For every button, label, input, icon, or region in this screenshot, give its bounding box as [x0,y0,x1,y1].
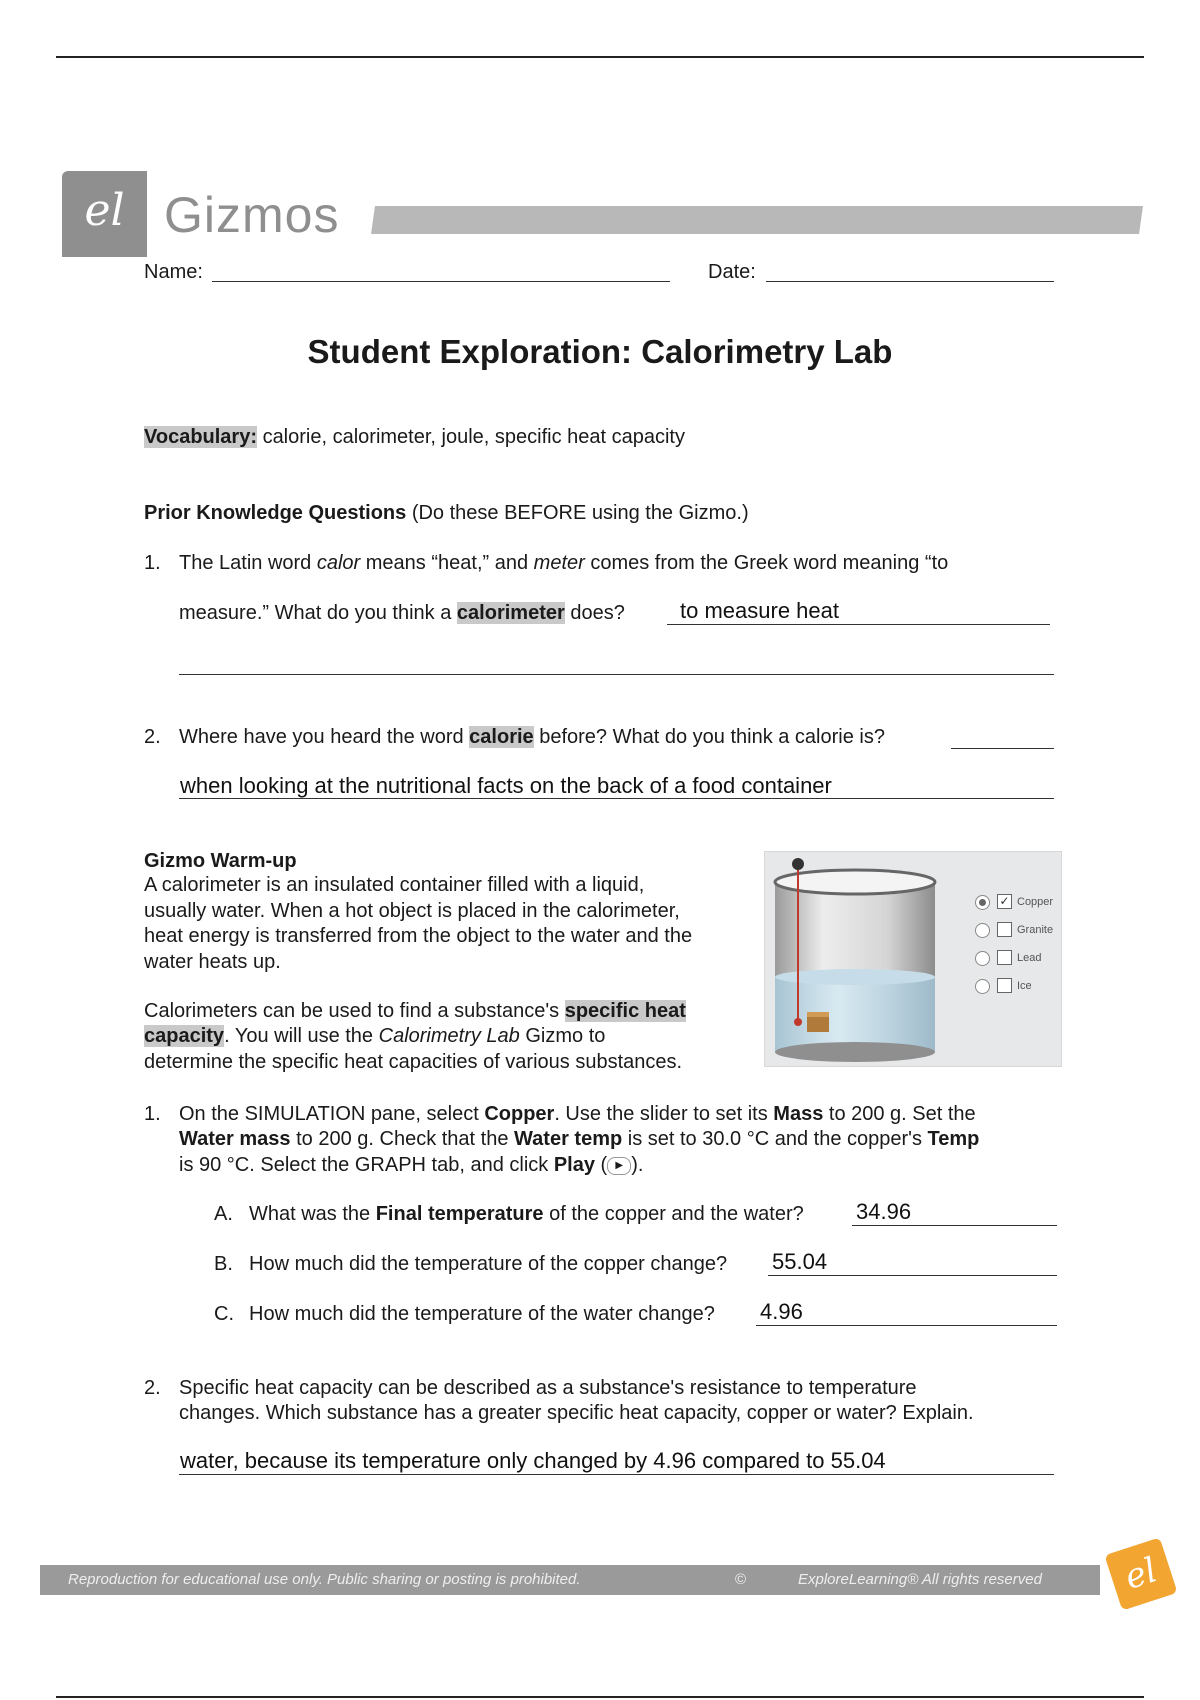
copper-option-label: Copper [1017,896,1054,908]
warmup-p1-line: A calorimeter is an insulated container filled with a liquid, [144,874,645,896]
page-title: Student Exploration: Calorimetry Lab [307,333,893,370]
warmup-q2-answer-line[interactable] [179,1474,1054,1475]
warmup-q1-line2: Water mass to 200 g. Check that the Water temp is set to 30.0 °C and the copper's Temp [179,1128,980,1150]
sub-question-letter: C. [214,1303,234,1325]
warmup-p1-line: usually water. When a hot object is placed in the calorimeter, [144,900,680,922]
warmup-p2-line2: capacity. You will use the Calorimetry Lab Gizmo to [144,1025,606,1047]
date-label: Date: [708,261,756,283]
footer-rights: ExploreLearning® All rights reserved [798,1571,1042,1588]
brand-name: Gizmos [164,187,340,243]
warmup-q1-line3: is 90 °C. Select the GRAPH tab, and click Play ( ▶ ). [179,1154,644,1176]
prior-knowledge-heading-line [144,500,749,526]
vocabulary-terms: calorie, calorimeter, joule, specific heat capacity [262,426,685,448]
prior-q1-answer-line[interactable] [667,624,1050,625]
prior-q1-line2: measure.” What do you think a calorimeter does? [179,602,625,624]
ice-checkbox[interactable] [997,978,1012,993]
ice-radio[interactable] [975,979,990,994]
sub-question-a-answer-line[interactable] [852,1225,1057,1226]
ice-option-label: Ice [1017,980,1032,992]
warmup-p1-line: heat energy is transferred from the object to the water and the [144,925,693,947]
footer-notice: Reproduction for educational use only. Public sharing or posting is prohibited. [68,1571,581,1588]
granite-checkbox[interactable] [997,922,1012,937]
prior-q1-line1: The Latin word calor means “heat,” and meter comes from the Greek word meaning “to [179,552,949,574]
prior-q2-answer: when looking at the nutritional facts on the back of a food container [180,773,832,798]
sub-question-a-answer: 34.96 [856,1199,912,1224]
prior-q2-number: 2. [144,726,161,748]
prior-knowledge-note: (Do these BEFORE using the Gizmo.) [411,502,749,524]
vocabulary-line [144,424,685,450]
calorimeter-simulation-image [764,851,1062,1067]
brand-bar [371,206,1143,234]
warmup-q2-answer: water, because its temperature only changed by 4.96 compared to 55.04 [180,1448,886,1473]
sub-question-b-answer-line[interactable] [768,1275,1057,1276]
copper-checkbox[interactable]: ✓ [997,894,1012,909]
warmup-q2-number: 2. [144,1377,161,1399]
prior-q2-text: Where have you heard the word calorie before? What do you think a calorie is? [179,726,885,748]
specific-heat-term: specific heat [564,1000,686,1022]
prior-q1-answer-line-2[interactable] [179,674,1054,675]
sub-question-letter: B. [214,1253,233,1275]
sub-question-b-text: How much did the temperature of the copper change? [249,1253,728,1275]
calorie-term: calorie [469,726,534,748]
bottom-rule [56,1696,1144,1698]
vocabulary-label: Vocabulary: [144,426,257,448]
gizmos-logo [62,171,147,257]
lead-checkbox[interactable] [997,950,1012,965]
prior-q2-answer-line-short[interactable] [951,748,1054,749]
warmup-q2-line2: changes. Which substance has a greater specific heat capacity, copper or water? Explain. [179,1402,974,1424]
warmup-q1-number: 1. [144,1103,161,1125]
date-field[interactable] [766,281,1054,282]
name-field[interactable] [212,281,670,282]
prior-q2-answer-line[interactable] [179,798,1054,799]
capacity-term: capacity [144,1025,225,1047]
warmup-q2-line1: Specific heat capacity can be described as a substance's resistance to temperature [179,1377,917,1399]
sub-question-a-text: What was the Final temperature of the copper and the water? [249,1203,804,1225]
name-label: Name: [144,261,203,283]
top-rule [56,56,1144,58]
sub-question-b-answer: 55.04 [772,1249,828,1274]
granite-option-label: Granite [1017,924,1054,936]
play-icon: ▶ [607,1157,631,1175]
calorimeter-term: calorimeter [456,602,565,624]
granite-radio[interactable] [975,923,990,938]
warmup-heading: Gizmo Warm-up [144,850,297,872]
warmup-p2-line1: Calorimeters can be used to find a substance's specific heat [144,1000,686,1022]
sub-question-c-answer: 4.96 [760,1299,803,1324]
explorelearning-logo-icon: el [1104,1537,1177,1610]
sub-question-c-text: How much did the temperature of the water change? [249,1303,715,1325]
warmup-p2-line3: determine the specific heat capacities of various substances. [144,1051,683,1073]
copper-radio[interactable] [975,895,990,910]
prior-knowledge-heading: Prior Knowledge Questions [144,502,407,524]
prior-q1-number: 1. [144,552,161,574]
warmup-p1-line: water heats up. [144,951,281,973]
warmup-q1-line1: On the SIMULATION pane, select Copper. Use the slider to set its Mass to 200 g. Set the [179,1103,976,1125]
sub-question-c-answer-line[interactable] [756,1325,1057,1326]
prior-q1-answer: to measure heat [680,598,839,623]
sub-question-letter: A. [214,1203,233,1225]
copyright-icon: © [735,1571,747,1588]
el-logo-icon: el [84,185,125,236]
lead-radio[interactable] [975,951,990,966]
lead-option-label: Lead [1017,952,1042,964]
